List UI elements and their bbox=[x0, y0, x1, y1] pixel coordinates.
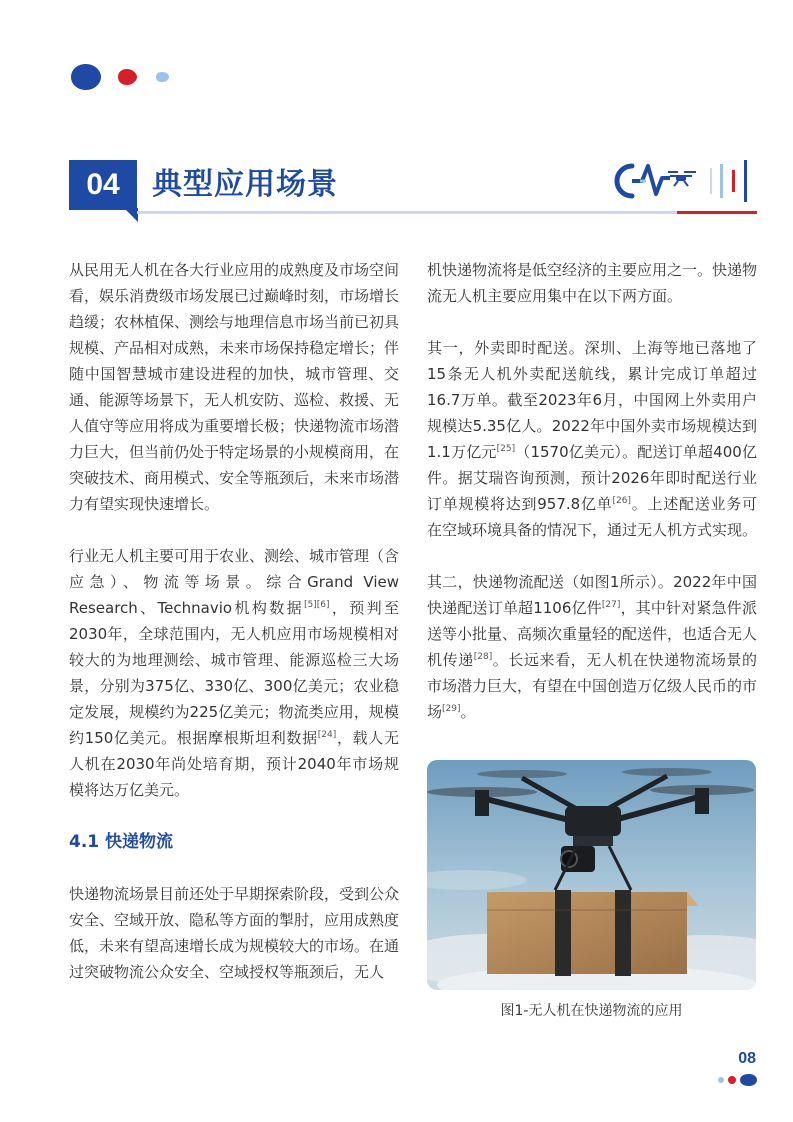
paragraph: 从民用无人机在各大行业应用的成熟度及市场空间看，娱乐消费级市场发展已过巅峰时刻，市场增长趋缓；农林植保、测绘与地理信息市场当前已初具规模、产品相对成熟，未来市场保持稳定增长；伴随中国智慧城市建设进程的加快，城市管理、交通、能源等场景下，无人机安防、巡检、救援、无人值守等应用将成为重要增长极；快递物流市场潜力巨大，但当前仍处于特定场景的小规模商用，在突破技术、商用模式、安全等瓶颈后，未来市场潜力有望实现快速增长。 bbox=[69, 261, 400, 513]
title-underline-accent bbox=[677, 211, 757, 214]
paragraph: 其一，外卖即时配送。深圳、上海等地已落地了15条无人机外卖配送航线，累计完成订单超过16.7万单。截至2023年6月，中国网上外卖用户规模达5.35亿人。2022年中国外卖市场规模达到1.1万亿元[25]（1570亿美元）。配送订单超400亿件。据艾瑞咨询预测，预计2026年即时配送行业订单规模将达到957.8亿单[26]。上述配送业务可在空域环境具备的情况下，通过无人机方式实现。 bbox=[427, 339, 758, 539]
citation[interactable]: [5][6] bbox=[303, 600, 330, 610]
chapter-number: 04 bbox=[69, 160, 137, 210]
light-blue-drop-icon bbox=[156, 72, 169, 82]
paragraph: 快递物流场景目前还处于早期探索阶段，受到公众安全、空域开放、隐私等方面的掣肘，应用成熟度低，未来有望高速增长成为规模较大的市场。在通过突破物流公众安全、空域授权等瓶颈后，无人 bbox=[69, 885, 400, 981]
citation[interactable]: [25] bbox=[496, 444, 516, 454]
red-drop-icon bbox=[118, 69, 137, 85]
chapter-box-tail bbox=[112, 208, 138, 224]
citation[interactable]: [29] bbox=[442, 704, 461, 714]
paragraph: 行业无人机主要可用于农业、测绘、城市管理（含应急）、物流等场景。综合Grand View Research、Technavio机构数据[5][6]，预判至2030年，全球范围内，无人机应用市场规模相对较大的为地理测绘、城市管理、能源巡检三大场景，分别为375亿、330亿、300亿美元；农业稳定发展，规模约为225亿美元；物流类应用，规模约150亿美元。根据摩根斯坦利数据[24]，载人无人机在2030年尚处培育期，预计2040年市场规模将达万亿美元。 bbox=[69, 547, 400, 799]
page-number: 08 bbox=[738, 1050, 756, 1067]
drone-logo-icon bbox=[612, 158, 760, 204]
title-underline bbox=[137, 211, 757, 214]
paragraph: 机快递物流将是低空经济的主要应用之一。快递物流无人机主要应用集中在以下两方面。 bbox=[427, 261, 758, 305]
citation[interactable]: [26] bbox=[612, 496, 631, 506]
citation[interactable]: [24] bbox=[317, 730, 337, 740]
blue-drop-icon bbox=[740, 1074, 757, 1086]
citation[interactable]: [27] bbox=[601, 600, 621, 610]
right-column bbox=[427, 257, 757, 725]
figure-caption: 图1-无人机在快递物流的应用 bbox=[500, 1003, 683, 1019]
footer-dots bbox=[716, 1073, 758, 1087]
blue-drop-icon bbox=[71, 64, 101, 90]
left-column bbox=[69, 257, 399, 985]
section-heading: 4.1 快递物流 bbox=[69, 832, 174, 852]
chapter-title: 典型应用场景 bbox=[152, 167, 338, 202]
citation[interactable]: [28] bbox=[473, 652, 493, 662]
decorative-dots bbox=[69, 64, 179, 90]
paragraph: 其二，快递物流配送（如图1所示）。2022年中国快递配送订单超1106亿件[27]，其中针对紧急件派送等小批量、高频次重量轻的配送件，也适合无人机传递[28]。长远来看，无人机在快递物流场景的市场潜力巨大，有望在中国创造万亿级人民币的市场[29]。 bbox=[427, 573, 758, 721]
drone-delivery-photo bbox=[427, 760, 756, 990]
